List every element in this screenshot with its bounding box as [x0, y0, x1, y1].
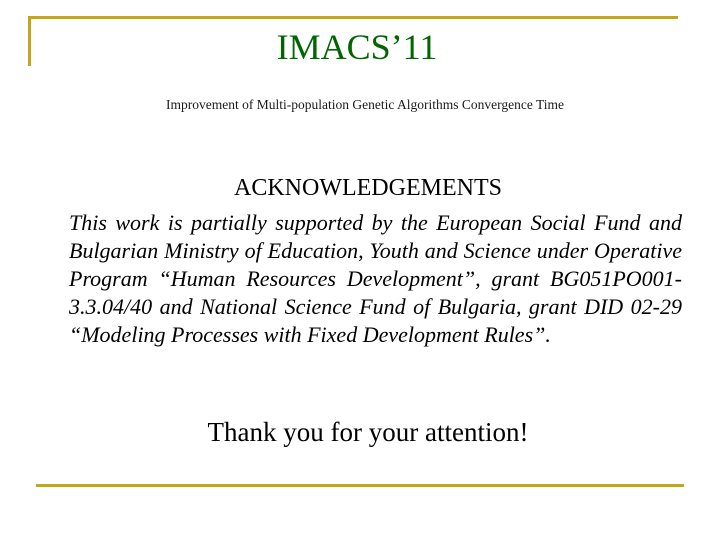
- slide-subtitle: Improvement of Multi-population Genetic Algorithms Convergence Time: [166, 97, 564, 112]
- acknowledgements-heading: ACKNOWLEDGEMENTS: [234, 175, 502, 201]
- acknowledgements-text: This work is partially supported by the European Social Fund and Bulgarian Ministry of Education, Youth and Science under Operative Program “Human Resources Development”, grant BG051PO001-3.3.04/40 and National Science Fund of Bulgaria, grant DID 02-29 “Modeling Processes with Fixed Development Rules”.: [69, 210, 682, 347]
- slide-title-text: IMACS’11: [276, 27, 438, 67]
- frame-top-line: [28, 16, 678, 19]
- thank-you-text: Thank you for your attention!: [207, 417, 529, 447]
- slide-title: [0, 26, 720, 68]
- frame-bottom-line: [36, 484, 684, 487]
